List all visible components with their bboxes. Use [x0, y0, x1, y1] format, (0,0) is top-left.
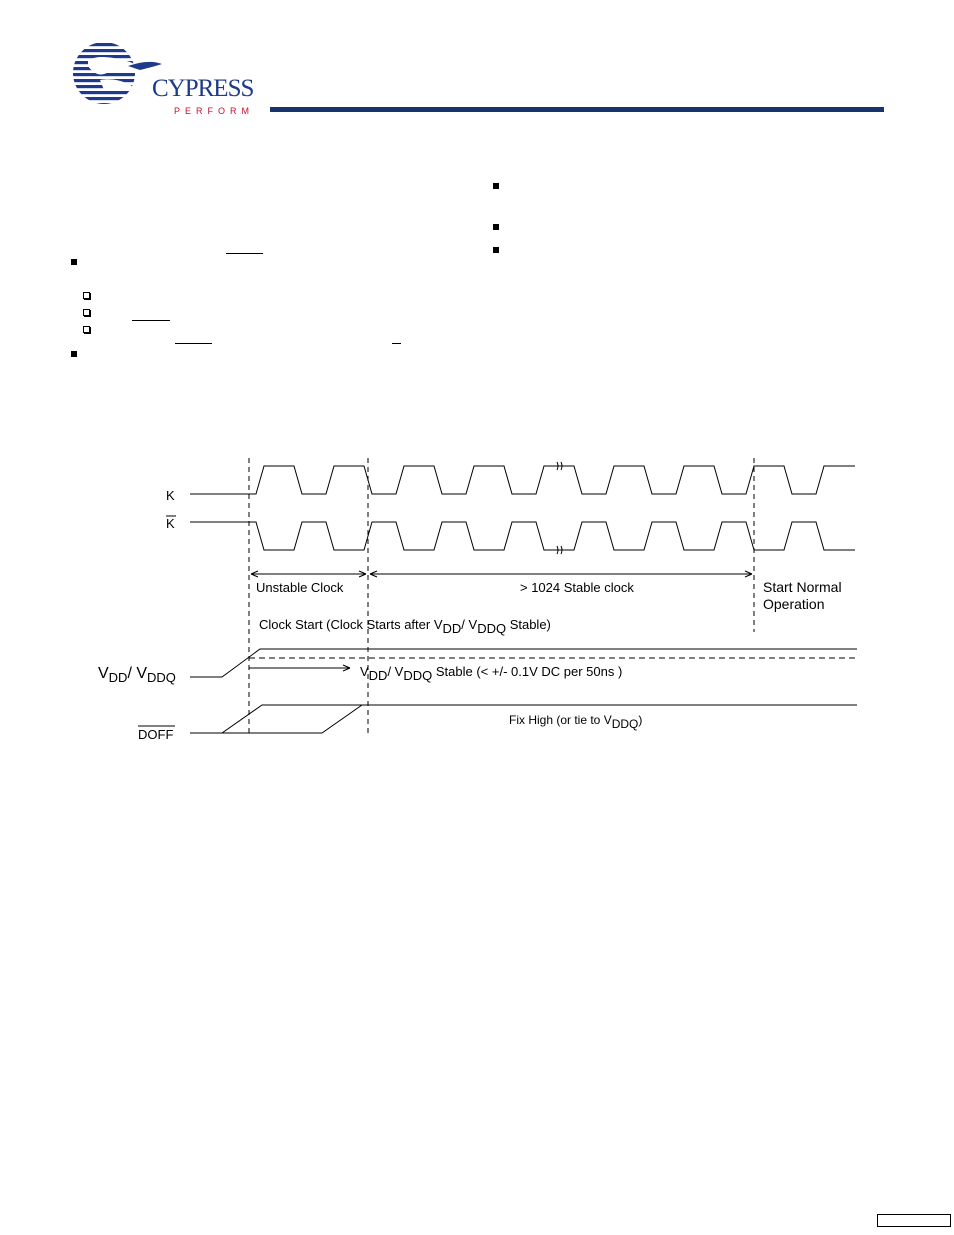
- overline-mark: [132, 320, 170, 321]
- stable-clock-label: > 1024 Stable clock: [520, 580, 634, 595]
- doff-transition: [222, 705, 362, 733]
- doff-label: DOFF: [138, 727, 174, 742]
- break-mark-icon: [557, 462, 562, 554]
- stable-clock-arrow: [370, 571, 752, 577]
- sub-bullet-icon: [83, 309, 90, 316]
- bullet-icon: [493, 247, 499, 253]
- unstable-clock-arrow: [251, 571, 366, 577]
- bullet-icon: [493, 183, 499, 189]
- bullet-icon: [493, 224, 499, 230]
- k-bar-label: K: [166, 516, 175, 531]
- header-rule: [270, 107, 884, 112]
- start-normal-label: Start Normal: [763, 579, 842, 595]
- fix-high-annotation: Fix High (or tie to VDDQ): [509, 713, 643, 731]
- operation-label: Operation: [763, 596, 825, 612]
- unstable-clock-label: Unstable Clock: [256, 580, 344, 595]
- globe-icon: [70, 40, 140, 110]
- vdd-stable-arrow: [249, 665, 350, 671]
- overline-mark: [175, 343, 212, 344]
- sub-bullet-icon: [83, 292, 90, 299]
- vdd-vddq-label: $V_{DD}/$ $V_{DDQ}$: [98, 665, 176, 685]
- k-label: K: [166, 488, 175, 503]
- overline-mark: [392, 343, 401, 344]
- bullet-icon: [71, 351, 77, 357]
- page-number-box: [877, 1214, 951, 1227]
- brand-tagline: PERFORM: [174, 106, 254, 116]
- brand-name: CYPRESS: [152, 75, 254, 102]
- bullet-icon: [71, 259, 77, 265]
- k-waveform: [190, 466, 855, 494]
- overline-mark: [226, 253, 263, 254]
- cypress-logo: [70, 40, 260, 120]
- k-bar-waveform: [190, 522, 855, 550]
- sub-bullet-icon: [83, 326, 90, 333]
- power-up-timing-diagram: [0, 440, 954, 760]
- vdd-stable-annotation: VDD/ VDDQ Stable (< +/- 0.1V DC per 50ns ): [360, 664, 623, 683]
- clock-start-annotation: Clock Start (Clock Starts after VDD/ VDDQ Stable): [259, 617, 551, 636]
